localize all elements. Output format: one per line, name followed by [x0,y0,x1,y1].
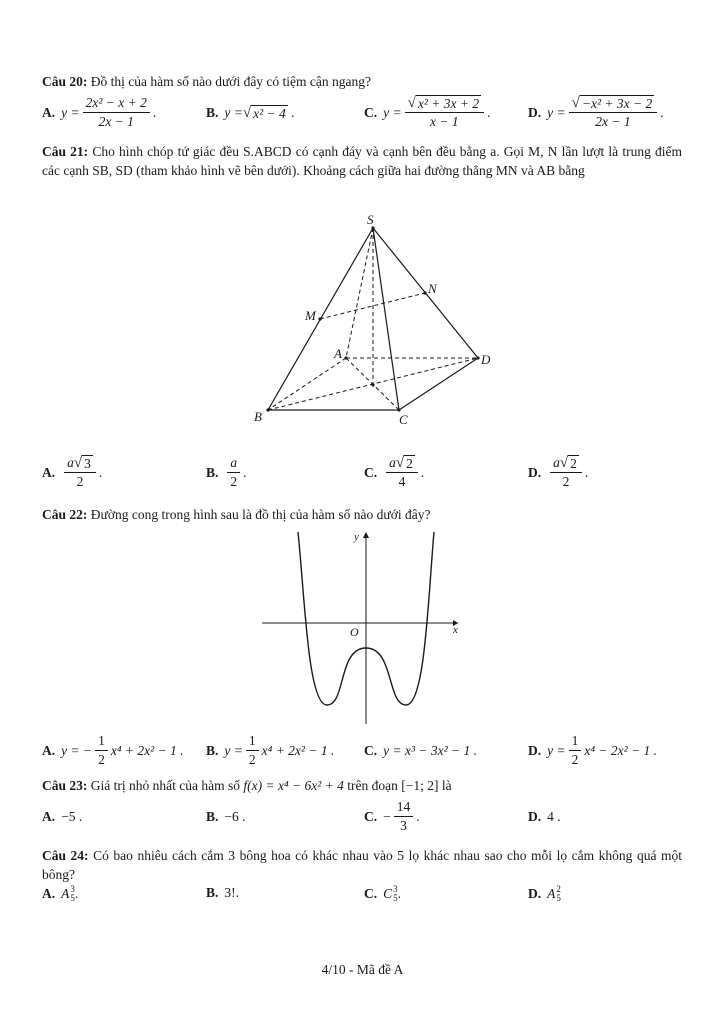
question-number: Câu 24: [42,848,89,863]
fraction: √ −x² + 3x − 2 2x − 1 [569,95,658,130]
question-24-stem [42,846,682,884]
option-b[interactable]: B. −6 . [206,809,246,824]
question-23-options [42,799,682,845]
option-d[interactable]: D. y = √ −x² + 3x − 2 2x − 1 . [528,95,664,129]
quartic-graph [262,532,458,724]
question-24-options [42,885,682,931]
option-c[interactable]: C. C 3 5 . [364,884,402,903]
option-b[interactable]: B. 3!. [206,885,240,900]
question-number: Câu 20: [42,74,88,89]
question-text: Đồ thị của hàm số nào dưới đây có tiệm cận ngang? [90,74,372,89]
option-b[interactable]: B. y = $\frac{1}{2}$ x⁴ + 2x² − 1 . [206,733,335,767]
label-n: N [428,281,437,296]
question-number: Câu 23: [42,778,88,793]
option-b[interactable]: B. y = √ x² − 4 . [206,105,295,121]
option-d[interactable]: D. y = $\frac{1}{2}$ x⁴ − 2x² − 1 . [528,733,658,767]
fraction: a √ 2 2 [550,455,582,490]
label-a: A [334,346,342,361]
fraction: a √ 3 2 [64,455,96,490]
question-text: Cho hình chóp tứ giác đều S.ABCD có cạnh đáy và cạnh bên đều bằng a. Gọi M, N lần lượt là trung điểm các cạnh SB, SD (tham khảo hình vẽ bên dưới). Khoảng cách giữa hai đường thẳng MN và AB bằng [42,144,682,178]
option-d[interactable]: D. A 2 5 [528,884,561,903]
question-21-options [42,455,682,501]
option-c[interactable]: C. − $\frac{14}{3}$ . [364,799,420,833]
option-a[interactable]: A. y = $\frac{\text{2x² − x + 2}}{2x - 1}$ . [42,95,157,129]
axis-y-label: y [354,531,359,543]
option-c[interactable]: C. y = √ x² + 3x + 2 x − 1 . [364,95,491,129]
label-s: S [367,212,374,227]
question-text: Có bao nhiêu cách cắm 3 bông hoa có khác nhau vào 5 lọ khác nhau sao cho mỗi lọ cắm không quá một bông? [42,848,682,882]
option-d[interactable]: D. a √ 2 2 . [528,455,589,489]
label-c: C [399,412,408,427]
origin-label: O [350,625,359,639]
page-footer: 4/10 - Mã đề A [321,962,404,977]
question-23-stem: Câu 23: Giá trị nhỏ nhất của hàm số f(x) = x⁴ − 6x² + 4 trên đoạn [−1; 2] là [42,778,452,793]
question-number: Câu 21: [42,144,89,159]
fraction: $\frac{\text{2x² − x + 2}}{2x - 1}$ [83,95,150,130]
fraction: $\frac{a}{2}$ [227,455,240,490]
option-a[interactable]: A. y = − $\frac{1}{2}$ x⁴ + 2x² − 1 . [42,733,184,767]
question-22-options [42,733,682,779]
axis-x-label: x [453,624,458,636]
question-text: Đường cong trong hình sau là đồ thị của hàm số nào dưới đây? [90,507,431,522]
function-expression: f(x) = x⁴ − 6x² + 4 [243,778,344,793]
option-d[interactable]: D. 4 . [528,809,561,824]
fraction: a √ 2 4 [386,455,418,490]
fraction: √ x² + 3x + 2 x − 1 [405,95,485,130]
option-a[interactable]: A. −5 . [42,809,83,824]
interval: [−1; 2] [401,778,439,793]
question-number: Câu 22: [42,507,88,522]
option-c[interactable]: C. y = x³ − 3x² − 1 . [364,743,478,758]
option-b[interactable]: B. $\frac{a}{2}$ . [206,455,247,489]
label-b: B [254,409,262,424]
square-root: √ x² − 4 [242,105,286,121]
option-c[interactable]: C. a √ 2 4 . [364,455,425,489]
option-a[interactable]: A. a √ 3 2 . [42,455,103,489]
option-a[interactable]: A. A 3 5 . [42,884,79,903]
question-22-stem [42,505,682,524]
label-m: M [305,308,316,323]
label-d: D [481,352,491,367]
